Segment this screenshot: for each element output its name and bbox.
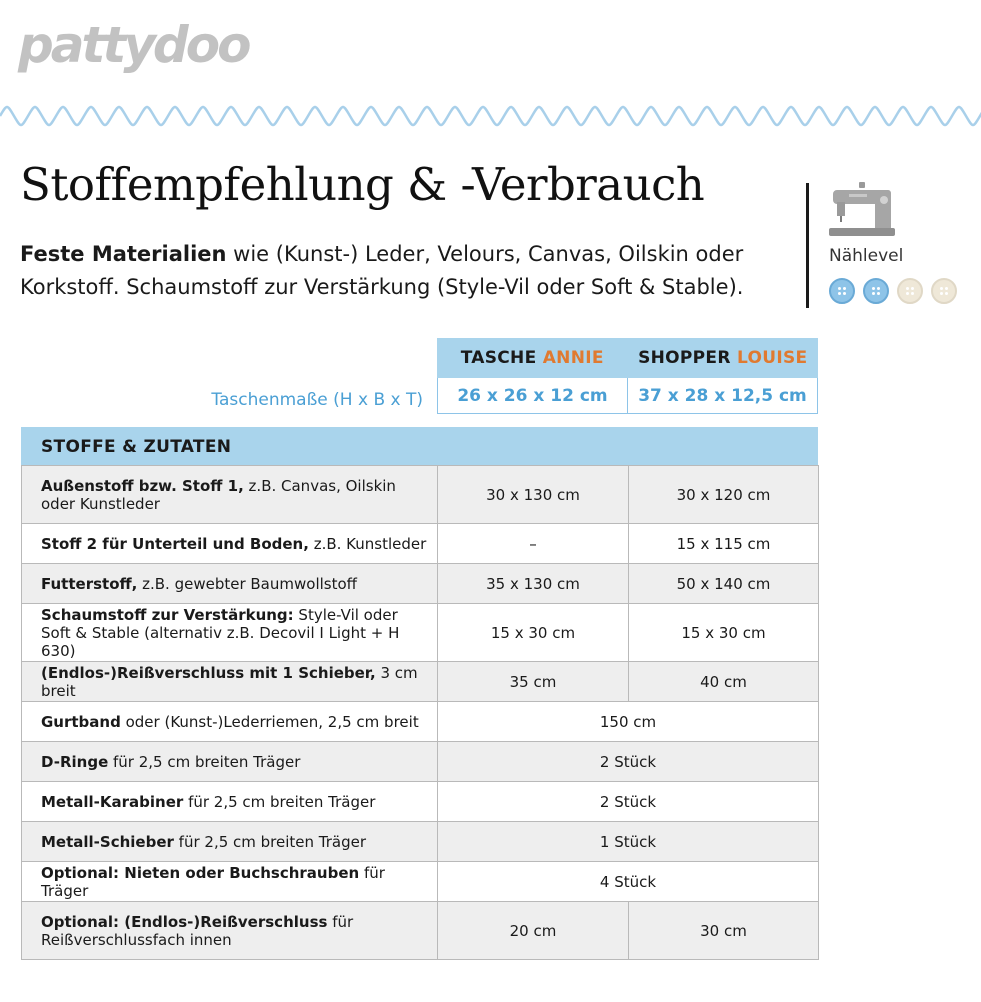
product-louise-dims: 37 x 28 x 12,5 cm [627,378,817,413]
material-amount-annie: 15 x 30 cm [438,604,629,662]
material-detail: oder (Kunst-)Lederriemen, 2,5 cm breit [120,712,419,731]
material-label [22,662,438,702]
table-row [22,742,819,782]
material-amount-shared: 1 Stück [438,822,819,862]
material-name: Gurtband [41,712,121,731]
material-label [22,862,438,902]
table-row [22,822,819,862]
material-amount-louise: 30 cm [629,902,819,960]
material-detail: für 2,5 cm breiten Träger [183,792,376,811]
material-name: Optional: (Endlos-)Reißverschluss [41,912,328,931]
level-button-2 [863,278,889,304]
material-amount-annie: 35 cm [438,662,629,702]
intro-bold: Feste Materialien [20,242,227,266]
material-amount-annie: – [438,524,629,564]
material-name: D-Ringe [41,752,109,771]
table-row [22,702,819,742]
pattydoo-logo[interactable]: pattydoo [18,16,249,74]
table-row [22,604,819,662]
material-amount-louise: 40 cm [629,662,819,702]
sewing-machine-icon [829,180,895,240]
material-detail: Style-Vil oder Soft & Stable (alternativ z.B. Decovil I Light + H 630) [41,605,400,660]
table-row [22,466,819,524]
material-amount-shared: 4 Stück [438,862,819,902]
table-row [22,662,819,702]
intro-rest: wie (Kunst-) Leder, Velours, Canvas, Oilskin oder Korkstoff. Schaumstoff zur Verstärkung (Style-Vil oder Soft & Stable). [20,242,744,299]
material-name: (Endlos-)Reißverschluss mit 1 Schieber, [41,663,376,682]
material-name: Futterstoff, [41,574,138,593]
table-row [22,782,819,822]
sewing-level-rating [829,278,957,304]
material-detail: für 2,5 cm breiten Träger [173,832,367,851]
material-detail: 3 cm breit [41,663,418,700]
material-amount-annie: 20 cm [438,902,629,960]
page-title: Stoffempfehlung & -Verbrauch [20,158,705,211]
product-louise-header [628,338,819,378]
product-louise-prefix: SHOPPER [638,348,737,368]
material-amount-annie: 35 x 130 cm [438,564,629,604]
sewing-level-label: Nählevel [829,246,904,266]
material-name: Metall-Schieber [41,832,174,851]
table-row [22,524,819,564]
material-amount-shared: 2 Stück [438,782,819,822]
table-row [22,902,819,960]
material-label [22,466,438,524]
material-amount-louise: 30 x 120 cm [629,466,819,524]
product-annie-header [437,338,628,378]
material-label [22,902,438,960]
material-label [22,782,438,822]
intro-text [20,238,790,304]
material-label [22,604,438,662]
product-annie-dims: 26 x 26 x 12 cm [457,386,608,406]
material-label [22,822,438,862]
material-detail: z.B. Kunstleder [308,534,427,553]
material-name: Metall-Karabiner [41,792,184,811]
material-detail: für 2,5 cm breiten Träger [108,752,301,771]
materials-table [21,465,819,960]
level-button-1 [829,278,855,304]
material-name: Schaumstoff zur Verstärkung: [41,605,294,624]
product-louise-name: LOUISE [736,348,808,368]
product-header [437,338,818,414]
level-button-4 [931,278,957,304]
section-title: STOFFE & ZUTATEN [21,427,818,465]
material-name: Außenstoff bzw. Stoff 1, [41,476,244,495]
material-amount-louise: 15 x 30 cm [629,604,819,662]
dims-label: Taschenmaße (H x B x T) [211,390,423,410]
material-amount-louise: 50 x 140 cm [629,564,819,604]
material-label [22,742,438,782]
product-annie-name: ANNIE [542,348,604,368]
material-label [22,702,438,742]
table-row [22,862,819,902]
material-label [22,524,438,564]
material-name: Stoff 2 für Unterteil und Boden, [41,534,309,553]
table-row [22,564,819,604]
material-detail: z.B. gewebter Baumwollstoff [137,574,357,593]
material-amount-annie: 30 x 130 cm [438,466,629,524]
material-name: Optional: Nieten oder Buchschrauben [41,863,360,882]
material-detail: für Träger [41,863,385,900]
material-amount-louise: 15 x 115 cm [629,524,819,564]
level-divider [806,183,809,308]
product-annie-prefix: TASCHE [460,348,543,368]
wave-divider [0,104,981,130]
material-amount-shared: 150 cm [438,702,819,742]
material-detail: z.B. Canvas, Oilskin oder Kunstleder [41,476,396,513]
material-detail: für Reißverschlussfach innen [41,912,354,949]
material-amount-shared: 2 Stück [438,742,819,782]
level-button-3 [897,278,923,304]
material-label [22,564,438,604]
